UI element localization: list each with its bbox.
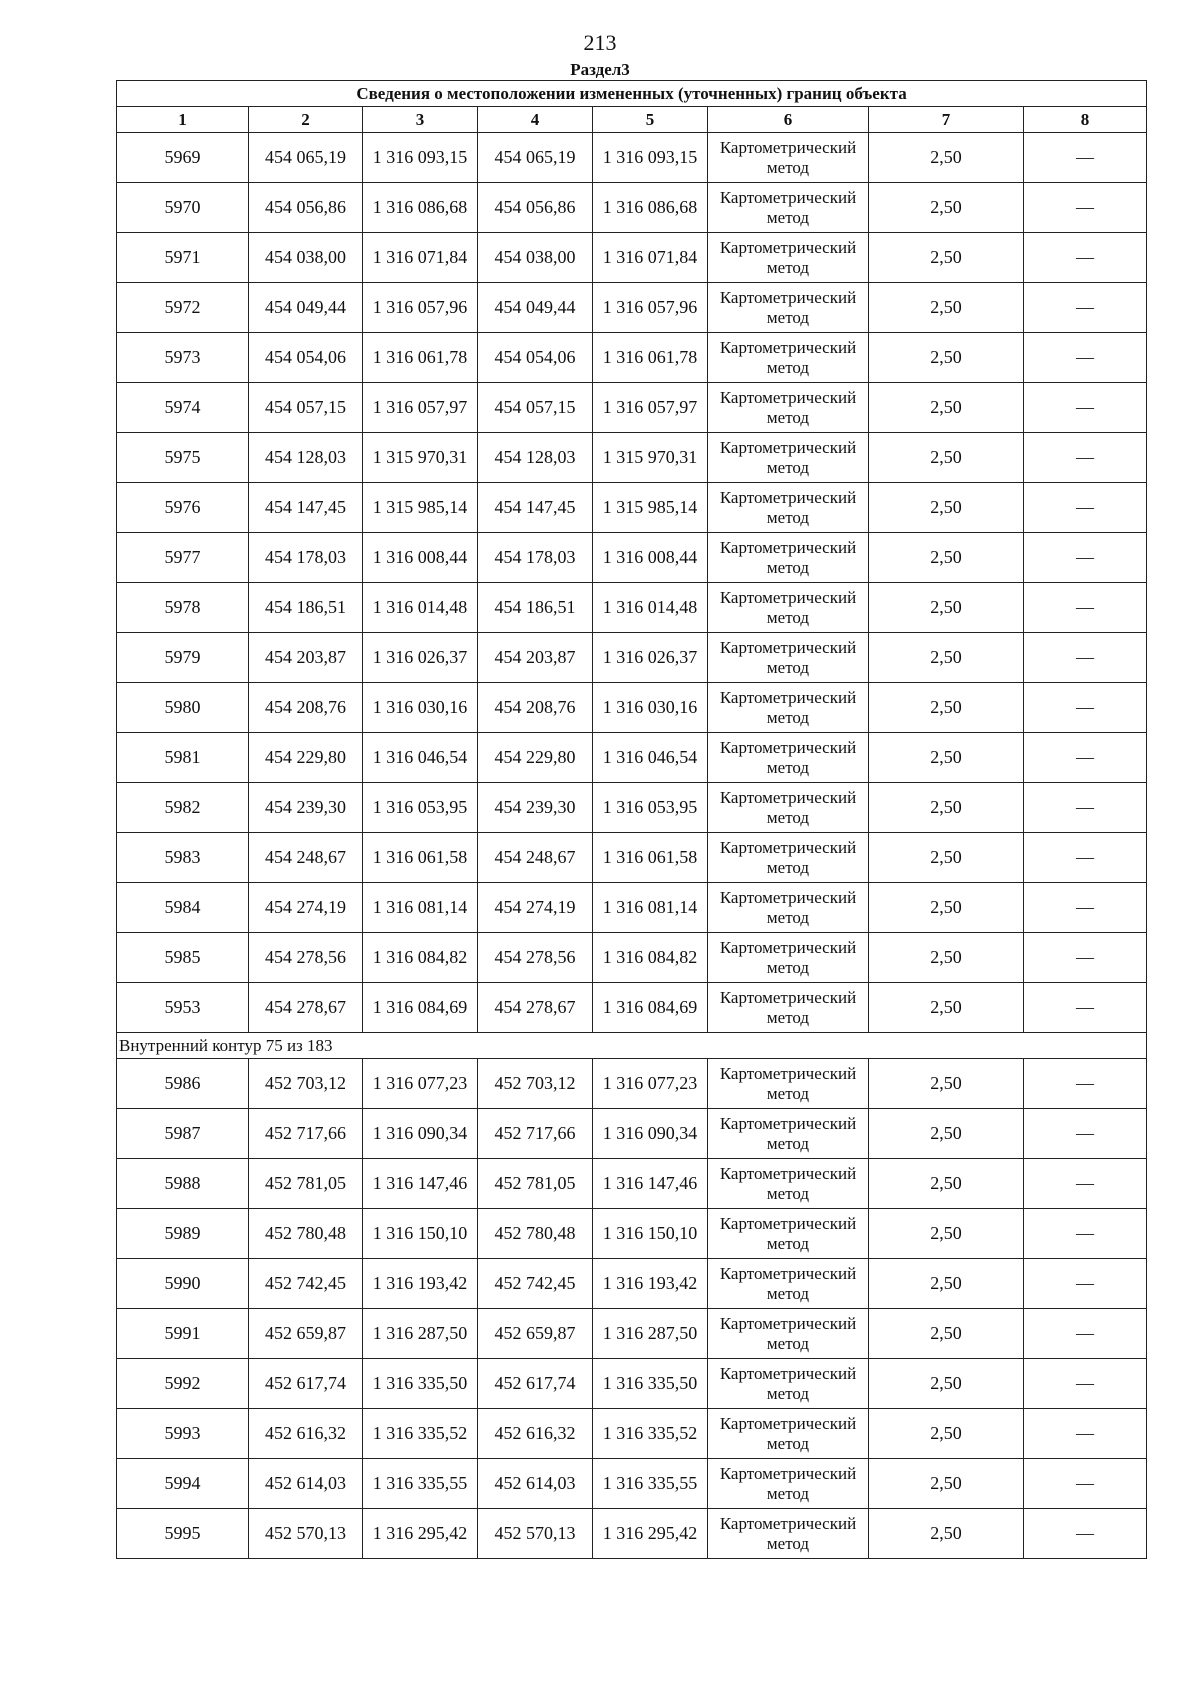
contour-label: Внутренний контур 75 из 183 bbox=[117, 1033, 1147, 1059]
table-row bbox=[117, 133, 1147, 183]
table-row bbox=[117, 333, 1147, 383]
x-new-cell: 454 057,15 bbox=[478, 383, 593, 433]
y-old-cell: 1 316 287,50 bbox=[363, 1309, 478, 1359]
x-new-cell: 454 203,87 bbox=[478, 633, 593, 683]
accuracy-cell: 2,50 bbox=[869, 183, 1024, 233]
x-new-cell: 454 038,00 bbox=[478, 233, 593, 283]
y-old-cell: 1 316 147,46 bbox=[363, 1159, 478, 1209]
method-cell: Картометрический метод bbox=[708, 333, 869, 383]
description-cell: — bbox=[1024, 1509, 1147, 1559]
description-cell: — bbox=[1024, 1059, 1147, 1109]
x-new-cell: 452 780,48 bbox=[478, 1209, 593, 1259]
description-cell: — bbox=[1024, 1459, 1147, 1509]
method-cell: Картометрический метод bbox=[708, 183, 869, 233]
x-new-cell: 454 065,19 bbox=[478, 133, 593, 183]
method-cell: Картометрический метод bbox=[708, 1459, 869, 1509]
y-old-cell: 1 316 061,78 bbox=[363, 333, 478, 383]
point-number-cell: 5981 bbox=[117, 733, 249, 783]
point-number-cell: 5953 bbox=[117, 983, 249, 1033]
y-new-cell: 1 316 014,48 bbox=[593, 583, 708, 633]
y-new-cell: 1 316 295,42 bbox=[593, 1509, 708, 1559]
method-cell: Картометрический метод bbox=[708, 1409, 869, 1459]
description-cell: — bbox=[1024, 383, 1147, 433]
point-number-cell: 5982 bbox=[117, 783, 249, 833]
point-number-cell: 5988 bbox=[117, 1159, 249, 1209]
y-old-cell: 1 316 014,48 bbox=[363, 583, 478, 633]
description-cell: — bbox=[1024, 433, 1147, 483]
table-row bbox=[117, 733, 1147, 783]
accuracy-cell: 2,50 bbox=[869, 933, 1024, 983]
table-row bbox=[117, 383, 1147, 433]
table-row bbox=[117, 283, 1147, 333]
accuracy-cell: 2,50 bbox=[869, 1509, 1024, 1559]
accuracy-cell: 2,50 bbox=[869, 1209, 1024, 1259]
point-number-cell: 5985 bbox=[117, 933, 249, 983]
method-cell: Картометрический метод bbox=[708, 383, 869, 433]
y-new-cell: 1 316 026,37 bbox=[593, 633, 708, 683]
column-number: 6 bbox=[708, 107, 869, 133]
point-number-cell: 5990 bbox=[117, 1259, 249, 1309]
y-old-cell: 1 316 084,82 bbox=[363, 933, 478, 983]
accuracy-cell: 2,50 bbox=[869, 383, 1024, 433]
page-number: 213 bbox=[583, 30, 617, 55]
y-new-cell: 1 316 150,10 bbox=[593, 1209, 708, 1259]
y-new-cell: 1 316 046,54 bbox=[593, 733, 708, 783]
description-cell: — bbox=[1024, 133, 1147, 183]
x-old-cell: 452 717,66 bbox=[249, 1109, 363, 1159]
description-cell: — bbox=[1024, 1309, 1147, 1359]
point-number-cell: 5980 bbox=[117, 683, 249, 733]
method-cell: Картометрический метод bbox=[708, 1159, 869, 1209]
x-new-cell: 452 570,13 bbox=[478, 1509, 593, 1559]
table-row bbox=[117, 683, 1147, 733]
y-old-cell: 1 316 026,37 bbox=[363, 633, 478, 683]
accuracy-cell: 2,50 bbox=[869, 133, 1024, 183]
table-row bbox=[117, 433, 1147, 483]
y-new-cell: 1 315 970,31 bbox=[593, 433, 708, 483]
method-cell: Картометрический метод bbox=[708, 1109, 869, 1159]
table-row bbox=[117, 1159, 1147, 1209]
section-title: Раздел3 bbox=[570, 60, 630, 79]
y-old-cell: 1 316 090,34 bbox=[363, 1109, 478, 1159]
x-new-cell: 452 617,74 bbox=[478, 1359, 593, 1409]
point-number-cell: 5971 bbox=[117, 233, 249, 283]
x-old-cell: 454 065,19 bbox=[249, 133, 363, 183]
table-row bbox=[117, 783, 1147, 833]
method-cell: Картометрический метод bbox=[708, 1209, 869, 1259]
method-cell: Картометрический метод bbox=[708, 683, 869, 733]
x-old-cell: 452 780,48 bbox=[249, 1209, 363, 1259]
y-new-cell: 1 316 193,42 bbox=[593, 1259, 708, 1309]
x-old-cell: 454 038,00 bbox=[249, 233, 363, 283]
table-row bbox=[117, 533, 1147, 583]
point-number-cell: 5989 bbox=[117, 1209, 249, 1259]
x-old-cell: 452 742,45 bbox=[249, 1259, 363, 1309]
x-old-cell: 452 617,74 bbox=[249, 1359, 363, 1409]
x-new-cell: 454 248,67 bbox=[478, 833, 593, 883]
accuracy-cell: 2,50 bbox=[869, 483, 1024, 533]
table-row bbox=[117, 633, 1147, 683]
accuracy-cell: 2,50 bbox=[869, 1259, 1024, 1309]
y-old-cell: 1 316 071,84 bbox=[363, 233, 478, 283]
x-new-cell: 454 186,51 bbox=[478, 583, 593, 633]
y-old-cell: 1 316 335,52 bbox=[363, 1409, 478, 1459]
point-number-cell: 5986 bbox=[117, 1059, 249, 1109]
y-old-cell: 1 316 335,55 bbox=[363, 1459, 478, 1509]
x-old-cell: 454 248,67 bbox=[249, 833, 363, 883]
x-new-cell: 454 278,56 bbox=[478, 933, 593, 983]
y-old-cell: 1 316 150,10 bbox=[363, 1209, 478, 1259]
y-old-cell: 1 316 057,97 bbox=[363, 383, 478, 433]
description-cell: — bbox=[1024, 783, 1147, 833]
x-old-cell: 454 274,19 bbox=[249, 883, 363, 933]
table-row bbox=[117, 1409, 1147, 1459]
column-number: 5 bbox=[593, 107, 708, 133]
x-new-cell: 452 616,32 bbox=[478, 1409, 593, 1459]
y-old-cell: 1 316 057,96 bbox=[363, 283, 478, 333]
accuracy-cell: 2,50 bbox=[869, 583, 1024, 633]
table-row bbox=[117, 1109, 1147, 1159]
x-old-cell: 454 056,86 bbox=[249, 183, 363, 233]
method-cell: Картометрический метод bbox=[708, 783, 869, 833]
y-new-cell: 1 316 147,46 bbox=[593, 1159, 708, 1209]
x-old-cell: 454 208,76 bbox=[249, 683, 363, 733]
x-new-cell: 452 717,66 bbox=[478, 1109, 593, 1159]
y-old-cell: 1 316 046,54 bbox=[363, 733, 478, 783]
column-number: 7 bbox=[869, 107, 1024, 133]
point-number-cell: 5972 bbox=[117, 283, 249, 333]
boundary-coordinates-table bbox=[116, 80, 1147, 1559]
y-new-cell: 1 316 086,68 bbox=[593, 183, 708, 233]
y-new-cell: 1 316 335,52 bbox=[593, 1409, 708, 1459]
method-cell: Картометрический метод bbox=[708, 833, 869, 883]
method-cell: Картометрический метод bbox=[708, 283, 869, 333]
y-old-cell: 1 316 335,50 bbox=[363, 1359, 478, 1409]
x-new-cell: 452 703,12 bbox=[478, 1059, 593, 1109]
description-cell: — bbox=[1024, 1359, 1147, 1409]
method-cell: Картометрический метод bbox=[708, 983, 869, 1033]
point-number-cell: 5995 bbox=[117, 1509, 249, 1559]
y-new-cell: 1 316 335,55 bbox=[593, 1459, 708, 1509]
x-new-cell: 454 208,76 bbox=[478, 683, 593, 733]
y-new-cell: 1 316 287,50 bbox=[593, 1309, 708, 1359]
description-cell: — bbox=[1024, 1259, 1147, 1309]
description-cell: — bbox=[1024, 1409, 1147, 1459]
y-new-cell: 1 316 090,34 bbox=[593, 1109, 708, 1159]
x-new-cell: 454 054,06 bbox=[478, 333, 593, 383]
accuracy-cell: 2,50 bbox=[869, 683, 1024, 733]
x-old-cell: 454 128,03 bbox=[249, 433, 363, 483]
point-number-cell: 5994 bbox=[117, 1459, 249, 1509]
point-number-cell: 5983 bbox=[117, 833, 249, 883]
accuracy-cell: 2,50 bbox=[869, 1109, 1024, 1159]
y-old-cell: 1 316 008,44 bbox=[363, 533, 478, 583]
description-cell: — bbox=[1024, 733, 1147, 783]
column-number: 2 bbox=[249, 107, 363, 133]
x-old-cell: 452 781,05 bbox=[249, 1159, 363, 1209]
table-row bbox=[117, 883, 1147, 933]
method-cell: Картометрический метод bbox=[708, 883, 869, 933]
x-old-cell: 454 147,45 bbox=[249, 483, 363, 533]
y-new-cell: 1 316 061,78 bbox=[593, 333, 708, 383]
description-cell: — bbox=[1024, 283, 1147, 333]
method-cell: Картометрический метод bbox=[708, 1509, 869, 1559]
contour-row bbox=[117, 1033, 1147, 1059]
point-number-cell: 5992 bbox=[117, 1359, 249, 1409]
y-old-cell: 1 316 077,23 bbox=[363, 1059, 478, 1109]
column-number: 3 bbox=[363, 107, 478, 133]
accuracy-cell: 2,50 bbox=[869, 1409, 1024, 1459]
description-cell: — bbox=[1024, 233, 1147, 283]
method-cell: Картометрический метод bbox=[708, 1059, 869, 1109]
table-row bbox=[117, 1509, 1147, 1559]
y-new-cell: 1 316 071,84 bbox=[593, 233, 708, 283]
y-old-cell: 1 316 053,95 bbox=[363, 783, 478, 833]
x-old-cell: 454 054,06 bbox=[249, 333, 363, 383]
accuracy-cell: 2,50 bbox=[869, 1359, 1024, 1409]
description-cell: — bbox=[1024, 483, 1147, 533]
accuracy-cell: 2,50 bbox=[869, 1309, 1024, 1359]
method-cell: Картометрический метод bbox=[708, 133, 869, 183]
x-old-cell: 454 278,67 bbox=[249, 983, 363, 1033]
x-new-cell: 452 742,45 bbox=[478, 1259, 593, 1309]
description-cell: — bbox=[1024, 583, 1147, 633]
y-new-cell: 1 316 061,58 bbox=[593, 833, 708, 883]
y-old-cell: 1 315 970,31 bbox=[363, 433, 478, 483]
table-row bbox=[117, 233, 1147, 283]
description-cell: — bbox=[1024, 983, 1147, 1033]
description-cell: — bbox=[1024, 1159, 1147, 1209]
point-number-cell: 5973 bbox=[117, 333, 249, 383]
point-number-cell: 5977 bbox=[117, 533, 249, 583]
accuracy-cell: 2,50 bbox=[869, 233, 1024, 283]
description-cell: — bbox=[1024, 183, 1147, 233]
table-row bbox=[117, 1459, 1147, 1509]
y-new-cell: 1 316 030,16 bbox=[593, 683, 708, 733]
x-new-cell: 454 229,80 bbox=[478, 733, 593, 783]
y-old-cell: 1 316 084,69 bbox=[363, 983, 478, 1033]
x-new-cell: 454 147,45 bbox=[478, 483, 593, 533]
method-cell: Картометрический метод bbox=[708, 583, 869, 633]
table-row bbox=[117, 1359, 1147, 1409]
accuracy-cell: 2,50 bbox=[869, 283, 1024, 333]
method-cell: Картометрический метод bbox=[708, 533, 869, 583]
x-old-cell: 454 278,56 bbox=[249, 933, 363, 983]
y-new-cell: 1 316 081,14 bbox=[593, 883, 708, 933]
table-row bbox=[117, 933, 1147, 983]
method-cell: Картометрический метод bbox=[708, 483, 869, 533]
table-row bbox=[117, 833, 1147, 883]
accuracy-cell: 2,50 bbox=[869, 1059, 1024, 1109]
table-row bbox=[117, 1309, 1147, 1359]
x-new-cell: 454 239,30 bbox=[478, 783, 593, 833]
x-new-cell: 454 056,86 bbox=[478, 183, 593, 233]
column-number: 8 bbox=[1024, 107, 1147, 133]
y-old-cell: 1 316 295,42 bbox=[363, 1509, 478, 1559]
description-cell: — bbox=[1024, 1209, 1147, 1259]
table-row bbox=[117, 983, 1147, 1033]
x-new-cell: 452 781,05 bbox=[478, 1159, 593, 1209]
description-cell: — bbox=[1024, 633, 1147, 683]
point-number-cell: 5978 bbox=[117, 583, 249, 633]
x-old-cell: 454 229,80 bbox=[249, 733, 363, 783]
x-old-cell: 452 616,32 bbox=[249, 1409, 363, 1459]
method-cell: Картометрический метод bbox=[708, 233, 869, 283]
table-row bbox=[117, 183, 1147, 233]
x-new-cell: 452 659,87 bbox=[478, 1309, 593, 1359]
point-number-cell: 5991 bbox=[117, 1309, 249, 1359]
x-old-cell: 452 614,03 bbox=[249, 1459, 363, 1509]
point-number-cell: 5975 bbox=[117, 433, 249, 483]
point-number-cell: 5969 bbox=[117, 133, 249, 183]
point-number-cell: 5970 bbox=[117, 183, 249, 233]
y-new-cell: 1 316 057,97 bbox=[593, 383, 708, 433]
method-cell: Картометрический метод bbox=[708, 1309, 869, 1359]
y-old-cell: 1 316 093,15 bbox=[363, 133, 478, 183]
point-number-cell: 5974 bbox=[117, 383, 249, 433]
description-cell: — bbox=[1024, 333, 1147, 383]
x-old-cell: 452 570,13 bbox=[249, 1509, 363, 1559]
x-new-cell: 454 274,19 bbox=[478, 883, 593, 933]
method-cell: Картометрический метод bbox=[708, 1359, 869, 1409]
accuracy-cell: 2,50 bbox=[869, 883, 1024, 933]
method-cell: Картометрический метод bbox=[708, 633, 869, 683]
point-number-cell: 5987 bbox=[117, 1109, 249, 1159]
accuracy-cell: 2,50 bbox=[869, 533, 1024, 583]
y-old-cell: 1 316 030,16 bbox=[363, 683, 478, 733]
y-new-cell: 1 316 084,69 bbox=[593, 983, 708, 1033]
y-new-cell: 1 316 008,44 bbox=[593, 533, 708, 583]
x-old-cell: 454 203,87 bbox=[249, 633, 363, 683]
point-number-cell: 5979 bbox=[117, 633, 249, 683]
y-new-cell: 1 316 335,50 bbox=[593, 1359, 708, 1409]
y-new-cell: 1 316 084,82 bbox=[593, 933, 708, 983]
y-new-cell: 1 315 985,14 bbox=[593, 483, 708, 533]
y-new-cell: 1 316 057,96 bbox=[593, 283, 708, 333]
accuracy-cell: 2,50 bbox=[869, 983, 1024, 1033]
accuracy-cell: 2,50 bbox=[869, 1159, 1024, 1209]
column-number: 1 bbox=[117, 107, 249, 133]
method-cell: Картометрический метод bbox=[708, 1259, 869, 1309]
x-old-cell: 454 186,51 bbox=[249, 583, 363, 633]
y-old-cell: 1 316 193,42 bbox=[363, 1259, 478, 1309]
accuracy-cell: 2,50 bbox=[869, 833, 1024, 883]
column-number: 4 bbox=[478, 107, 593, 133]
accuracy-cell: 2,50 bbox=[869, 1459, 1024, 1509]
description-cell: — bbox=[1024, 833, 1147, 883]
x-new-cell: 454 049,44 bbox=[478, 283, 593, 333]
table-row bbox=[117, 1059, 1147, 1109]
y-new-cell: 1 316 093,15 bbox=[593, 133, 708, 183]
method-cell: Картометрический метод bbox=[708, 933, 869, 983]
description-cell: — bbox=[1024, 683, 1147, 733]
accuracy-cell: 2,50 bbox=[869, 783, 1024, 833]
description-cell: — bbox=[1024, 883, 1147, 933]
x-old-cell: 454 049,44 bbox=[249, 283, 363, 333]
y-new-cell: 1 316 053,95 bbox=[593, 783, 708, 833]
method-cell: Картометрический метод bbox=[708, 733, 869, 783]
x-old-cell: 454 057,15 bbox=[249, 383, 363, 433]
point-number-cell: 5984 bbox=[117, 883, 249, 933]
method-cell: Картометрический метод bbox=[708, 433, 869, 483]
column-number-row bbox=[117, 107, 1147, 133]
accuracy-cell: 2,50 bbox=[869, 633, 1024, 683]
table-row bbox=[117, 583, 1147, 633]
x-new-cell: 452 614,03 bbox=[478, 1459, 593, 1509]
table-row bbox=[117, 1259, 1147, 1309]
accuracy-cell: 2,50 bbox=[869, 733, 1024, 783]
x-old-cell: 452 703,12 bbox=[249, 1059, 363, 1109]
accuracy-cell: 2,50 bbox=[869, 433, 1024, 483]
x-old-cell: 452 659,87 bbox=[249, 1309, 363, 1359]
x-new-cell: 454 178,03 bbox=[478, 533, 593, 583]
y-old-cell: 1 315 985,14 bbox=[363, 483, 478, 533]
point-number-cell: 5993 bbox=[117, 1409, 249, 1459]
table-row bbox=[117, 1209, 1147, 1259]
y-new-cell: 1 316 077,23 bbox=[593, 1059, 708, 1109]
description-cell: — bbox=[1024, 933, 1147, 983]
description-cell: — bbox=[1024, 533, 1147, 583]
table-row bbox=[117, 483, 1147, 533]
x-old-cell: 454 178,03 bbox=[249, 533, 363, 583]
y-old-cell: 1 316 061,58 bbox=[363, 833, 478, 883]
x-new-cell: 454 278,67 bbox=[478, 983, 593, 1033]
y-old-cell: 1 316 081,14 bbox=[363, 883, 478, 933]
table-caption: Сведения о местоположении измененных (уточненных) границ объекта bbox=[117, 81, 1147, 107]
x-new-cell: 454 128,03 bbox=[478, 433, 593, 483]
accuracy-cell: 2,50 bbox=[869, 333, 1024, 383]
y-old-cell: 1 316 086,68 bbox=[363, 183, 478, 233]
point-number-cell: 5976 bbox=[117, 483, 249, 533]
description-cell: — bbox=[1024, 1109, 1147, 1159]
x-old-cell: 454 239,30 bbox=[249, 783, 363, 833]
